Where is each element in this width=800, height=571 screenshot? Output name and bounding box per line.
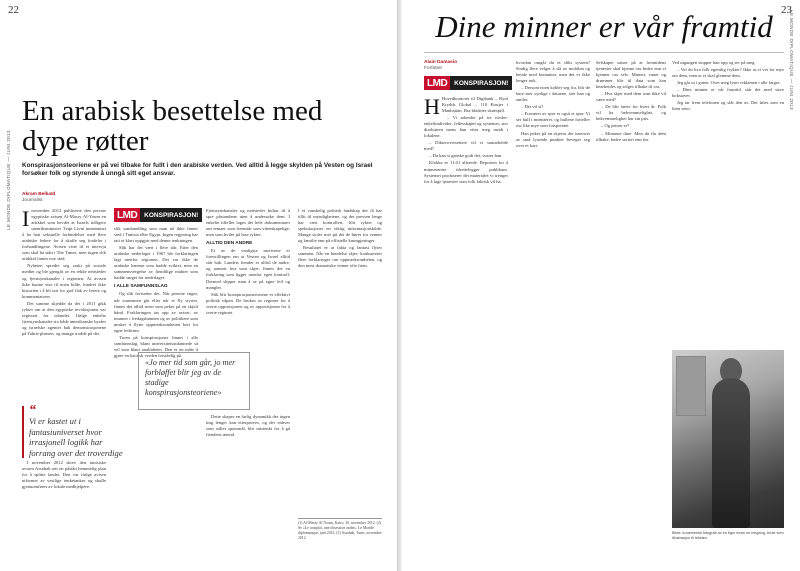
byline-left bbox=[22, 192, 55, 204]
paragraph: Det samme skjedde da det i 2011 gikk rykter om at den egyptiske revolusjonen var regissert fra utlandet. Ifølge enkelte fjernsynskanaler sto både amerikanske byråer og israelske agenter bak demonstrasjonene på Tahrir-plassen, og mange trodde på det. bbox=[22, 300, 106, 336]
paragraph: Resultatet er at fakta og fantasi flyter sammen. Når en hendelse skjer, konkurrerer flere forklaringer om oppmerksomheten, og den mest dramatiske vinner ofte frem. bbox=[298, 245, 382, 269]
column-right-3 bbox=[596, 60, 666, 560]
pull-quote-text: Vi er kastet ut i fantasiuniverset hvor irrasjonell logikk har forrang over det troverdige bbox=[29, 416, 123, 458]
paragraph: Jeg tar frem telefonen og slår den av. Det føles som en liten seier. bbox=[672, 100, 784, 112]
drop-cap: H bbox=[424, 96, 440, 119]
paragraph: slik samhandling som man nå ikke finner sted i Tunisia eller Egypt. Ingen regjering har tatt et klart oppgjør med denne tenkningen. bbox=[114, 226, 198, 244]
byline-name-right: Alain Damasio bbox=[424, 60, 458, 65]
paragraph: Ved utgangen stopper han opp og ser på meg. bbox=[672, 60, 756, 65]
paragraph: – Dine minner er vår framtid, står det med store bokstaver. bbox=[672, 87, 784, 99]
paragraph: Dette skaper en farlig dynamikk der ingen ting lenger kan etterprøves, og der enhver som stiller spørsmål, blir mistenkt for å gå fiendens ærend. bbox=[206, 414, 290, 438]
paragraph: I november 2012 skrev den tunisiske avisen Assabah om en påstått hemmelig plan for å splitte landet. Den var ifølge avisen utformet av vestlige tenketanker og skulle gjennomføres av lokale medhjelpere. bbox=[22, 460, 106, 490]
lmd-logo-mark: LMD bbox=[114, 208, 140, 222]
page-number-right: 23 bbox=[781, 4, 792, 16]
running-head-right: LE MONDE DIPLOMATIQUE — JUNI 2013 bbox=[789, 10, 794, 110]
running-head-left: LE MONDE DIPLOMATIQUE — JUNI 2013 bbox=[6, 130, 11, 230]
photo-figure-body bbox=[712, 378, 750, 528]
column-left-4 bbox=[298, 208, 382, 514]
article-photo bbox=[672, 350, 784, 528]
drop-cap: I bbox=[22, 208, 30, 231]
column-right-4 bbox=[672, 60, 784, 344]
paragraph: Nyheten spredte seg raskt på sosiale medier og ble gjengitt av en rekke nettsteder og fjernsynskanaler i regionen. At avisen ikke kunne vise til noen kilde, hindret ikke historien i å bli tatt for god fisk av lesere og kommentatorer. bbox=[22, 263, 106, 299]
paragraph: I et vanskelig politisk landskap der få har tillit til myndighetene, og der pressen lenge har vært kontrollert, blir rykter og spekulasjoner en viktig informasjonskilde. Mange stoler mer på det de hører fra venner og familie enn på offisielle kunngjøringer. bbox=[298, 208, 382, 244]
paragraph: H Hovedkontoret til Digibank – Byrå Krydds Global – 110 Etasjer i Manhattan. Bra bladeier skuespill. bbox=[424, 96, 508, 119]
konspirasjon-logo-right bbox=[424, 76, 512, 90]
paragraph: Inovember 2012 publiserte den private egyptiske avisen Al-Masry Al-Youm en artikkel som hevdet at Israels tidligere utenriksminister Tzipi Livni innrømmet å ha hatt seksuelle forbindelser med flere arabiske ledere for å skaffe seg fordeler i forhandlingene. Avisen viste til et intervju som skal ha stått i The Times, men ingen slik artikkel fantes noe sted. bbox=[22, 208, 106, 262]
konspirasjon-logo-left bbox=[114, 208, 202, 222]
paragraph: – Hva skjer med dem som ikke vil være med? bbox=[596, 91, 666, 103]
article-title-right: Dine minner er vår framtid bbox=[435, 9, 773, 44]
paragraph: – Det vil si? bbox=[521, 104, 544, 110]
byline-role-right: Forfatter bbox=[424, 66, 443, 71]
byline-right bbox=[424, 60, 457, 72]
paragraph: – De blir færre for hvert år. Folk vil ha bekvemmelighet, og bekvemmelighet har sin pris. bbox=[596, 104, 666, 122]
paragraph: – Minnene dine. Men du får dem tilbake, bedre sortert enn før. bbox=[596, 130, 666, 142]
byline-name-left: Akram Belkaïd bbox=[22, 192, 56, 197]
paragraph: – Fraværet av spor er også et spor. Vi ser hull i mønsteret, og hullene forteller oss like mye som fotsporene. bbox=[516, 111, 590, 129]
column-left-1b bbox=[22, 460, 106, 560]
photo-caption: Bilde: kunstnerisk fotografi av en figur foran en inngang, brukt som illustrasjon til teksten. bbox=[672, 531, 784, 540]
pull-quote-box: «Jo mer tid som går, jo mer forbløffet blir jeg av de stadige konspirasjonsteoriene» bbox=[138, 352, 250, 410]
article-title-left: En arabisk besettelse med dype røtter bbox=[22, 95, 323, 157]
pull-quote-left bbox=[22, 403, 126, 458]
series-label: KONSPIRASJON! bbox=[140, 208, 202, 222]
paragraph: Og slik fortsetter det. Når prisene stiger, når strømmen går eller når et fly styrter, finnes det alltid noen som peker på en skjult hånd. Forklaringen tas opp av aviser, av imamer i fredagsbønnen og av politikere som ønsker å flytte oppmerksomheten bort fra egne feiltrinn. bbox=[114, 291, 198, 333]
paragraph: – Vet du hva folk egentlig frykter? Ikke at vi vet for mye om dem, men at vi skal glemme dem. bbox=[672, 67, 784, 79]
paragraph: – Dersom noen kobler seg fra, blir de bare mer synlige i dataene, sier han og smiler. bbox=[516, 85, 590, 103]
paragraph: Klokka er 11:01 allerede. Reporten for å minnesenter tilrettelegger publikum. Systemet produserer det materialet vi trenger for å lage tjenester som folk faktisk vil ha. bbox=[424, 160, 508, 184]
subheading: ALLTID DEN ANDRE bbox=[206, 241, 253, 247]
photo-frame-shape bbox=[676, 356, 706, 416]
series-label: KONSPIRASJON! bbox=[450, 76, 512, 90]
lmd-logo-mark: LMD bbox=[424, 76, 450, 90]
column-left-3b bbox=[206, 414, 290, 560]
column-left-3 bbox=[206, 208, 290, 348]
article-ingress-left: Konspirasjonsteoriene er på vei tilbake for fullt i den arabiske verden. Ved alltid å legge skylden på Vesten og Israel forsøker folk og styrende å unngå sitt eget ansvar. bbox=[22, 162, 373, 177]
footnotes-left: (1) Al-Masry Al-Youm, Kairo, 20. november 2012. (2) Se «Le complot, une obsession arabe», Le Monde diplomatique, juni 2013. (3) Assabah, Tunis, november 2012. bbox=[298, 518, 382, 541]
paragraph: – Du kan si ganske godt det, svarer han. bbox=[429, 153, 503, 159]
subheading: I ALLE SAMFUNNSLAG bbox=[114, 284, 168, 290]
quote-mark-icon: “ bbox=[29, 403, 36, 418]
column-right-1 bbox=[424, 96, 508, 560]
paragraph: Slik har det vært i flere tiår. Etter den arabiske nederlaget i 1967 ble forklaringen lagt utenfor regionen. Det var ikke de arabiske hærene som hadde sviktet, men en sammensvergelse av fiendtlige makter som hadde sørget for nederlaget. bbox=[114, 245, 198, 281]
paragraph: – Vi arbeider på tre nivåer: enkeltindivider, fellesskapet og systemet, sier direktøren mens han viser meg rundt i lokalene. bbox=[424, 115, 508, 139]
paragraph: Han peker på en skjerm der tusenvis av små lysende punkter beveger seg over et kart. bbox=[516, 130, 590, 148]
byline-role-left: Journalist bbox=[22, 198, 43, 203]
paragraph: hvordan omgår du et slikt system? Stadig flere velger å slå av mobilen og betale med kontanter, men det er ikke lenger nok. bbox=[516, 60, 590, 84]
paragraph: Jeg går ut i gaten. Over meg lyser reklamen i alle farger. bbox=[677, 80, 781, 86]
paragraph: Slik blir konspirasjonsteoriene et effektivt politisk våpen. De brukes av regimer for å sverte opposisjonen og av opposisjonen for å sverte regimet. bbox=[206, 291, 290, 315]
paragraph: Fjernsynskanaler og nettsteder bidrar til å spre påstandene uten å undersøke dem. I enkelte tilfeller lages det hele dokumentarer om temaer som fremstår som vitenskapelige, men som hviler på løse rykter. bbox=[206, 208, 290, 238]
paragraph: Et av de vanligste motivene er forestillingen om at Vesten og Israel alltid står bak. Landets fiender er alltid de andre, og uansett hva som skjer, finnes det en forklaring som ligger utenfor egen kontroll. Dermed slipper man å se på egne feil og mangler. bbox=[206, 248, 290, 290]
paragraph: – Og prisen er? bbox=[601, 123, 630, 129]
title-rule bbox=[424, 52, 784, 53]
paragraph: Selskapet satser på at fremtidens tjenester skal kjenne oss bedre enn vi kjenner oss selv. Minner, vaner og drømmer blir til data som kan bearbeides og selges tilbake til oss. bbox=[596, 60, 666, 90]
column-right-2 bbox=[516, 60, 590, 560]
column-left-1 bbox=[22, 208, 106, 400]
paragraph: Troen på konspirasjoner finnes i alle samfunnslag, blant universitetsutdannede så vel som blant analfabeter. Den er en måte å gjøre en kaotisk verden forståelig på. bbox=[114, 334, 198, 358]
page-number-left: 22 bbox=[8, 4, 19, 16]
paragraph: – Dikteroversettere vil vi samarbeide med? bbox=[424, 140, 508, 152]
